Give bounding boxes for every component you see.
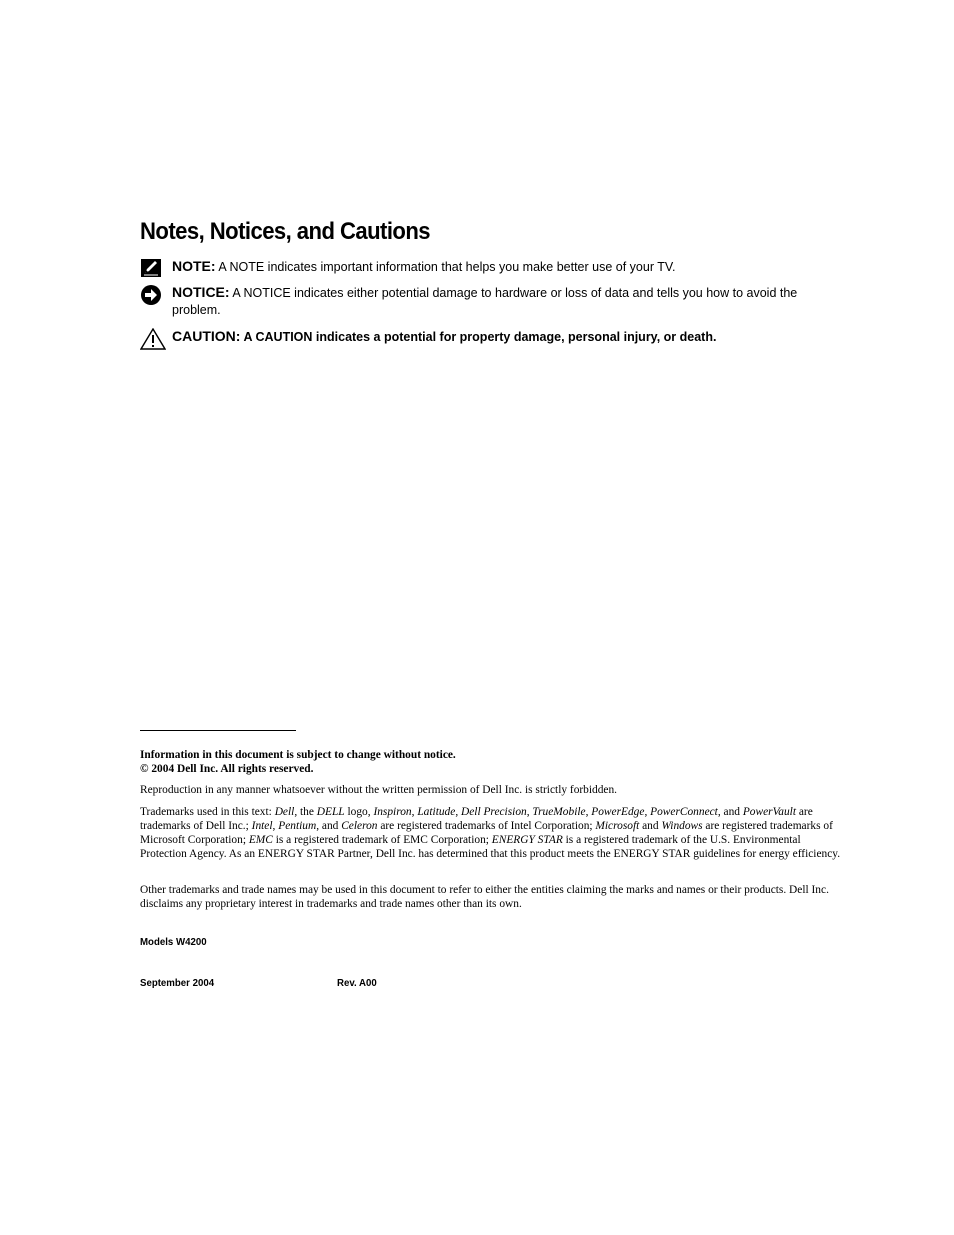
model-number: Models W4200 (140, 936, 207, 948)
tm-text: logo, (344, 806, 374, 818)
tm-text: , (272, 820, 279, 832)
tm-name: EMC (248, 834, 273, 846)
notice-text (172, 284, 820, 319)
tm-name: Celeron (341, 820, 378, 832)
publication-date: September 2004 (140, 977, 215, 989)
note-body: A NOTE indicates important information that helps you make better use of your TV. (215, 260, 676, 274)
tm-name: Windows (661, 820, 703, 832)
page-title: Notes, Notices, and Cautions (140, 218, 431, 245)
caution-label: CAUTION: (172, 328, 241, 344)
pencil-icon (140, 258, 166, 280)
tm-text: , (644, 806, 651, 818)
tm-text: is a registered trademark of EMC Corporation; (272, 834, 492, 846)
change-notice (140, 748, 842, 776)
tm-text: and (639, 820, 662, 832)
tm-text: Trademarks used in this text: (140, 806, 275, 818)
tm-text: , (585, 806, 592, 818)
tm-name: Intel (251, 820, 273, 832)
tm-name: Dell Precision (461, 806, 527, 818)
tm-text: , the (294, 806, 317, 818)
note-text (172, 258, 820, 276)
other-trademarks-notice: Other trademarks and trade names may be used in this document to refer to either the entities claiming the marks and names or their products. Dell Inc. disclaims any proprietary interest in trademarks and trade names other than its own. (140, 884, 829, 910)
tm-text: , and (717, 806, 743, 818)
notice-body: A NOTICE indicates either potential damage to hardware or loss of data and tells you how to avoid the problem. (172, 286, 798, 317)
caution-text (172, 328, 820, 346)
tm-name: Dell (274, 806, 295, 818)
tm-text: are registered trademarks of Microsoft Corporation; (140, 820, 833, 846)
tm-text: , (455, 806, 462, 818)
reproduction-notice: Reproduction in any manner whatsoever without the written permission of Dell Inc. is strictly forbidden. (140, 784, 618, 796)
tm-name: PowerConnect (650, 806, 718, 818)
info-line-1: Information in this document is subject to change without notice. (140, 749, 456, 761)
tm-text: are trademarks of Dell Inc.; (140, 806, 813, 832)
caution-body: A CAUTION indicates a potential for property damage, personal injury, or death. (240, 330, 717, 344)
tm-name: Pentium (278, 820, 317, 832)
revision-number: Rev. A00 (337, 977, 377, 989)
tm-text: are registered trademarks of Intel Corporation; (377, 820, 596, 832)
trademarks-notice (140, 805, 842, 861)
tm-name: ENERGY STAR (491, 834, 563, 846)
tm-name: Latitude (417, 806, 456, 818)
tm-name: PowerVault (742, 806, 796, 818)
warning-triangle-icon (140, 328, 166, 350)
copyright-line: © 2004 Dell Inc. All rights reserved. (140, 763, 314, 775)
tm-text: is a registered trademark of the U.S. Environmental Protection Agency. As an ENERGY STAR Partner, Dell Inc. has determined that this product meets the ENERGY STAR guidelines for energy efficiency. (140, 834, 841, 860)
arrow-circle-icon (140, 284, 166, 306)
tm-text: , and (316, 820, 342, 832)
tm-name: TrueMobile (532, 806, 586, 818)
notice-label: NOTICE: (172, 284, 230, 300)
tm-text: , (526, 806, 533, 818)
tm-text: , (411, 806, 418, 818)
note-label: NOTE: (172, 258, 216, 274)
tm-name: PowerEdge (591, 806, 645, 818)
footnote-divider (140, 730, 296, 731)
tm-name: Microsoft (595, 820, 640, 832)
tm-name: Inspiron (373, 806, 412, 818)
tm-name: DELL (316, 806, 345, 818)
